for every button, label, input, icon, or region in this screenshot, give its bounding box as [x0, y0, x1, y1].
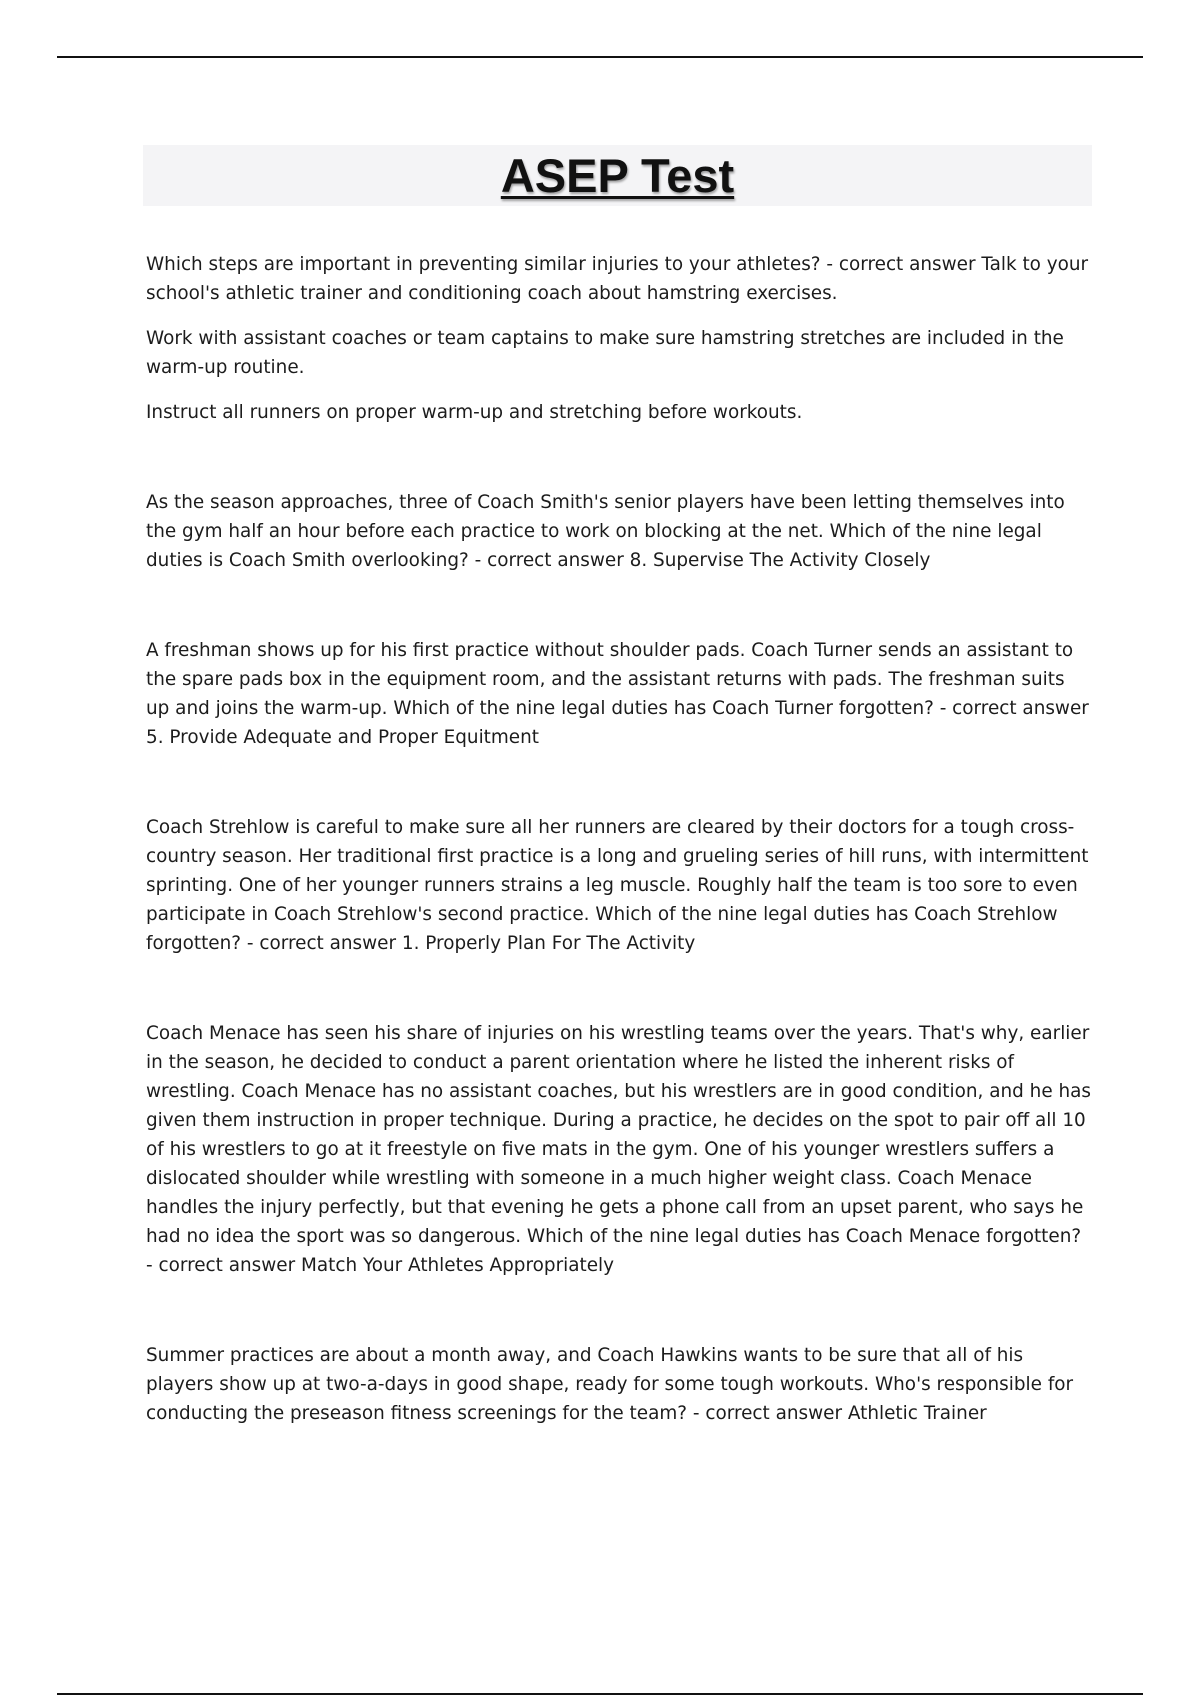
paragraph: A freshman shows up for his first practice without shoulder pads. Coach Turner sends an assistant to the spare pads box in the equipment room, and the assistant returns with pads. The freshman suits up and joins the warm-up. Which of the nine legal duties has Coach Turner forgotten? - correct answer 5. Provide Adequate and Proper Equitment	[146, 640, 1089, 748]
paragraph: Summer practices are about a month away, and Coach Hawkins wants to be sure that all of his players show up at two-a-days in good shape, ready for some tough workouts. Who's responsible for conducting the preseason fitness screenings for the team? - correct answer Athletic Trainer	[146, 1345, 1074, 1424]
document-body	[146, 250, 1091, 1428]
paragraph: Coach Menace has seen his share of injuries on his wrestling teams over the years. That's why, earlier in the season, he decided to conduct a parent orientation where he listed the inherent risks of wrestling. Coach Menace has no assistant coaches, but his wrestlers are in good condition, and he has given them instruction in proper technique. During a practice, he decides on the spot to pair off all 10 of his wrestlers to go at it freestyle on five mats in the gym. One of his younger wrestlers suffers a dislocated shoulder while wrestling with someone in a much higher weight class. Coach Menace handles the injury perfectly, but that evening he gets a phone call from an upset parent, who says he had no idea the sport was so dangerous. Which of the nine legal duties has Coach Menace forgotten? - correct answer Match Your Athletes Appropriately	[146, 1023, 1091, 1276]
paragraph: Work with assistant coaches or team captains to make sure hamstring stretches are included in the warm-up routine.	[146, 328, 1064, 378]
top-rule	[57, 56, 1143, 58]
title-banner	[143, 145, 1092, 206]
document-title: ASEP Test	[500, 149, 735, 202]
paragraph: Instruct all runners on proper warm-up and stretching before workouts.	[146, 402, 803, 423]
paragraph: Which steps are important in preventing similar injuries to your athletes? - correct answer Talk to your school's athletic trainer and conditioning coach about hamstring exercises.	[146, 254, 1089, 304]
paragraph: As the season approaches, three of Coach Smith's senior players have been letting themselves into the gym half an hour before each practice to work on blocking at the net. Which of the nine legal duties is Coach Smith overlooking? - correct answer 8. Supervise The Activity Closely	[146, 492, 1065, 571]
paragraph: Coach Strehlow is careful to make sure all her runners are cleared by their doctors for a tough cross-country season. Her traditional first practice is a long and grueling series of hill runs, with intermittent sprinting. One of her younger runners strains a leg muscle. Roughly half the team is too sore to even participate in Coach Strehlow's second practice. Which of the nine legal duties has Coach Strehlow forgotten? - correct answer 1. Properly Plan For The Activity	[146, 817, 1089, 954]
bottom-rule	[57, 1693, 1143, 1695]
